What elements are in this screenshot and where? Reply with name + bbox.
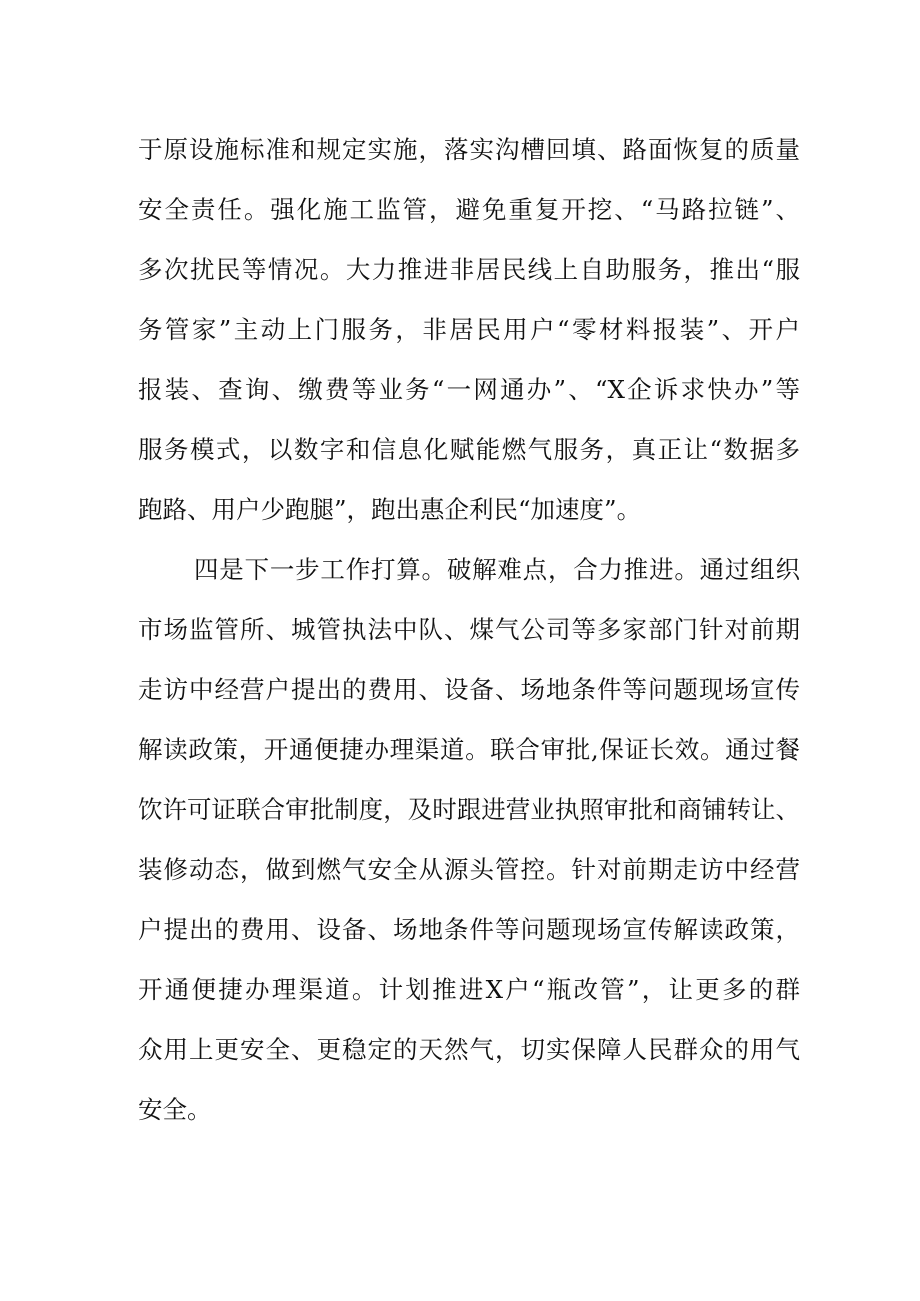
text-line: 安全。 bbox=[138, 1095, 212, 1124]
text-line: 四是下一步工作打算。破解难点，合力推进。通过组织 bbox=[194, 555, 800, 584]
text-line: 开通便捷办理渠道。计划推进X户“瓶改管”，让更多的群 bbox=[138, 975, 800, 1004]
text-line: 解读政策，开通便捷办理渠道。联合审批,保证长效。通过餐 bbox=[138, 735, 800, 764]
text-line: 务管家”主动上门服务，非居民用户“零材料报装”、开户 bbox=[138, 315, 800, 344]
text-line: 多次扰民等情况。大力推进非居民线上自助服务，推出“服 bbox=[138, 255, 800, 284]
paragraph-1 bbox=[138, 120, 800, 540]
text-line: 户提出的费用、设备、场地条件等问题现场宣传解读政策， bbox=[138, 915, 800, 944]
text-line: 服务模式，以数字和信息化赋能燃气服务，真正让“数据多 bbox=[138, 435, 800, 464]
text-line: 安全责任。强化施工监管，避免重复开挖、“马路拉链”、 bbox=[138, 195, 800, 224]
text-line: 饮许可证联合审批制度，及时跟进营业执照审批和商铺转让、 bbox=[138, 795, 800, 824]
text-line: 报装、查询、缴费等业务“一网通办”、“X企诉求快办”等 bbox=[138, 375, 800, 404]
text-line: 走访中经营户提出的费用、设备、场地条件等问题现场宣传 bbox=[138, 675, 800, 704]
text-line: 跑路、用户少跑腿”，跑出惠企利民“加速度”。 bbox=[138, 495, 642, 524]
text-line: 于原设施标准和规定实施，落实沟槽回填、路面恢复的质量 bbox=[138, 135, 800, 164]
text-line: 众用上更安全、更稳定的天然气，切实保障人民群众的用气 bbox=[138, 1035, 800, 1064]
text-line: 装修动态，做到燃气安全从源头管控。针对前期走访中经营 bbox=[138, 855, 800, 884]
paragraph-2 bbox=[138, 540, 800, 1140]
text-line: 市场监管所、城管执法中队、煤气公司等多家部门针对前期 bbox=[138, 615, 800, 644]
